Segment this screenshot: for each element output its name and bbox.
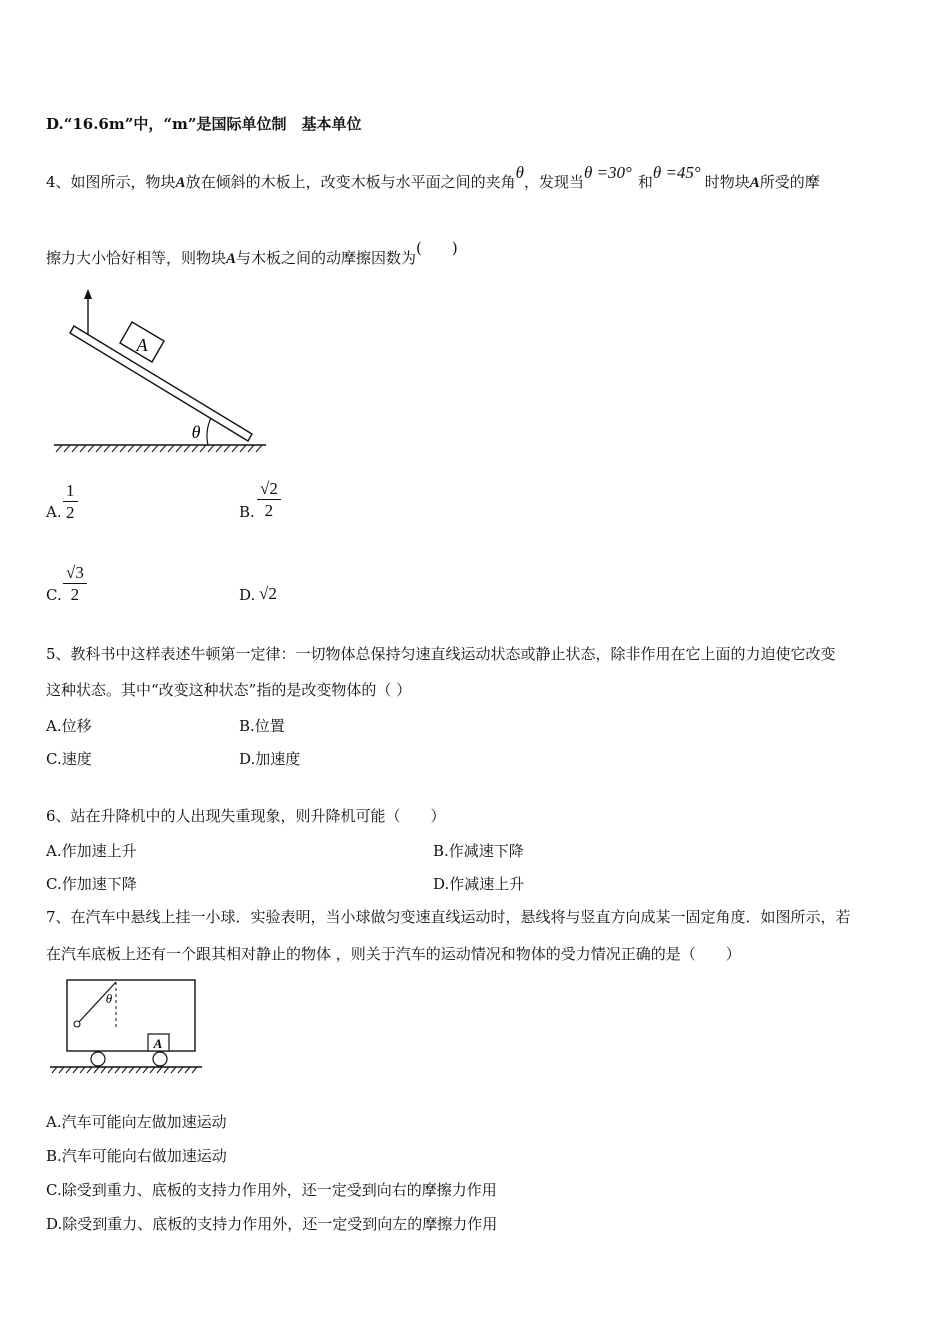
q5-stem-line2: 这种状态。其中“改变这种状态”指的是改变物体的（ ） <box>46 681 412 699</box>
q4-var-a: A <box>749 175 760 191</box>
q4-condition-45: θ =45° <box>652 163 701 182</box>
q4-option-c-fraction <box>63 563 87 606</box>
q4-answer-paren: ( ) <box>416 239 458 257</box>
arrow-up-icon <box>84 289 92 299</box>
q6-option-d: D.作减速上升 <box>433 875 525 893</box>
q4-option-c-label: C. <box>46 586 62 604</box>
q4-stem-text: 4、如图所示，物块 <box>46 173 176 191</box>
q7-ball <box>74 1021 80 1027</box>
q4-option-b-label: B. <box>239 503 255 521</box>
q6-option-b: B.作减速下降 <box>433 842 524 860</box>
q4-option-c-numerator: √3 <box>63 563 87 584</box>
q7-wheel <box>91 1052 105 1066</box>
q4-option-a-fraction <box>63 481 78 524</box>
q7-wheel <box>153 1052 167 1066</box>
q7-option-d: D.除受到重力、底板的支持力作用外，还一定受到向左的摩擦力作用 <box>46 1215 498 1233</box>
q4-condition-30: θ =30° <box>583 163 632 182</box>
q4-var-a: A <box>226 251 237 267</box>
q6-stem: 6、站在升降机中的人出现失重现象，则升降机可能（ ） <box>46 807 446 825</box>
q7-angle-label: θ <box>105 991 113 1006</box>
q5-option-a: A.位移 <box>46 717 92 735</box>
q7-block-label: A <box>153 1036 163 1051</box>
q6-option-a: A.作加速上升 <box>46 842 137 860</box>
q4-option-a-label: A. <box>46 503 62 521</box>
q4-stem-text: 放在倾斜的木板上，改变木板与水平面之间的夹角 <box>185 173 516 191</box>
q4-stem-line1 <box>46 163 820 193</box>
q4-stem-text: 时物块 <box>704 173 750 191</box>
q4-option-a-denominator: 2 <box>66 503 75 522</box>
q4-angle-label: θ <box>191 422 201 442</box>
q4-stem-text: 和 <box>637 173 653 191</box>
q4-block-label: A <box>136 335 148 355</box>
q5-stem-line1: 5、教科书中这样表述牛顿第一定律：一切物体总保持匀速直线运动状态或静止状态，除非作用在它上面的力迫使它改变 <box>46 645 836 663</box>
q4-option-d-label: D. <box>239 586 256 604</box>
q4-option-b-denominator: 2 <box>264 501 274 520</box>
q4-stem-line2 <box>46 239 458 269</box>
q7-car-body <box>67 980 195 1051</box>
q4-option-d-value: √2 <box>259 584 277 603</box>
q5-option-c: C.速度 <box>46 750 92 768</box>
q4-option-c-denominator: 2 <box>70 585 80 604</box>
q7-stem-line2: 在汽车底板上还有一个跟其相对静止的物体 ，则关于汽车的运动情况和物体的受力情况正确的是（ ） <box>46 945 741 963</box>
q4-incline-figure <box>48 285 273 455</box>
q7-option-b: B.汽车可能向右做加速运动 <box>46 1147 227 1165</box>
q7-option-a: A.汽车可能向左做加速运动 <box>46 1113 227 1131</box>
q5-option-d: D.加速度 <box>239 750 301 768</box>
q4-option-a-numerator: 1 <box>63 481 78 502</box>
q6-option-c: C.作加速下降 <box>46 875 137 893</box>
q3-option-d: D.“16.6m”中，“m”是国际单位制 基本单位 <box>46 115 362 133</box>
q4-option-b-numerator: √2 <box>257 479 281 500</box>
q4-stem-text: 所受的摩 <box>759 173 820 191</box>
q7-car-figure <box>46 976 206 1076</box>
q4-stem-text: 擦力大小恰好相等，则物块 <box>46 249 227 267</box>
q4-theta: θ <box>515 163 524 182</box>
q4-stem-text: 与木板之间的动摩擦因数为 <box>236 249 417 267</box>
q4-var-a: A <box>175 175 186 191</box>
q4-option-b-fraction <box>257 479 281 522</box>
q5-option-b: B.位置 <box>239 717 285 735</box>
q7-option-c: C.除受到重力、底板的支持力作用外，还一定受到向右的摩擦力作用 <box>46 1181 497 1199</box>
q7-stem-line1: 7、在汽车中悬线上挂一小球．实验表明，当小球做匀变速直线运动时，悬线将与竖直方向成某一固定角度．如图所示，若 <box>46 908 851 926</box>
q4-stem-text: ，发现当 <box>523 173 584 191</box>
